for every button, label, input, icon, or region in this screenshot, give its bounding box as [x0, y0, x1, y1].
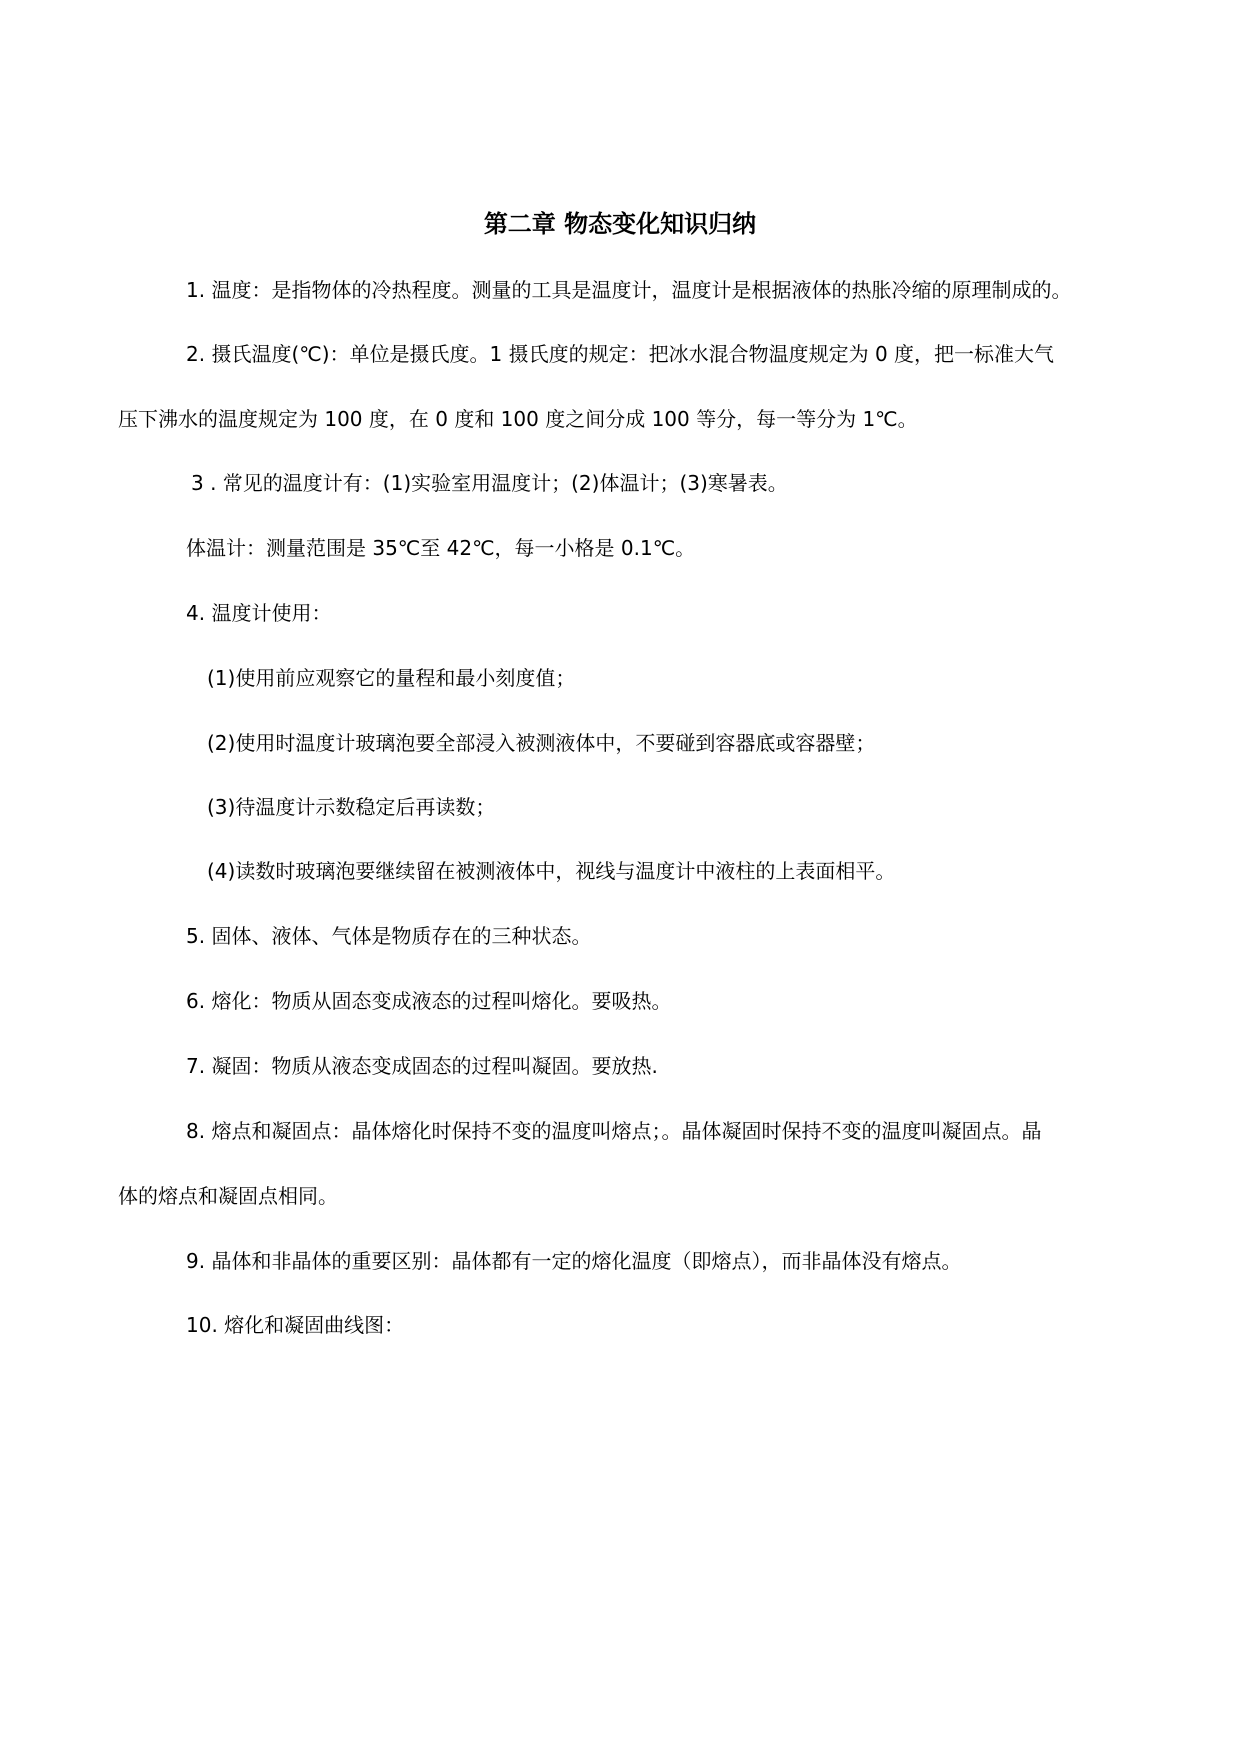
paragraph-line: 7. 凝固：物质从液态变成固态的过程叫凝固。要放热. [186, 1054, 658, 1078]
paragraph-line: 10. 熔化和凝固曲线图： [186, 1313, 405, 1337]
paragraph-line: 8. 熔点和凝固点：晶体熔化时保持不变的温度叫熔点；。晶体凝固时保持不变的温度叫凝固点。晶 [186, 1119, 1042, 1143]
paragraph-line: 3 . 常见的温度计有：(1)实验室用温度计；(2)体温计；(3)寒暑表。 [191, 471, 788, 495]
paragraph-line: 1. 温度：是指物体的冷热程度。测量的工具是温度计，温度计是根据液体的热胀冷缩的原理制成的。 [186, 278, 1072, 302]
list-item: (2)使用时温度计玻璃泡要全部浸入被测液体中，不要碰到容器底或容器壁； [207, 731, 876, 755]
list-item: (4)读数时玻璃泡要继续留在被测液体中，视线与温度计中液柱的上表面相平。 [207, 859, 896, 883]
paragraph-line: 6. 熔化：物质从固态变成液态的过程叫熔化。要吸热。 [186, 989, 672, 1013]
paragraph-line: 压下沸水的温度规定为 100 度，在 0 度和 100 度之间分成 100 等分，每一等分为 1℃。 [118, 407, 918, 431]
paragraph-line: 5. 固体、液体、气体是物质存在的三种状态。 [186, 924, 592, 948]
paragraph-line: 9. 晶体和非晶体的重要区别：晶体都有一定的熔化温度（即熔点），而非晶体没有熔点。 [186, 1249, 962, 1273]
paragraph-line: 4. 温度计使用： [186, 601, 332, 625]
list-item: (1)使用前应观察它的量程和最小刻度值； [207, 666, 576, 690]
page-title: 第二章 物态变化知识归纳 [483, 210, 757, 238]
paragraph-line: 2. 摄氏温度(℃)：单位是摄氏度。1 摄氏度的规定：把冰水混合物温度规定为 0 度，把一标准大气 [186, 342, 1055, 366]
paragraph-line: 体的熔点和凝固点相同。 [118, 1184, 338, 1208]
paragraph-line: 体温计：测量范围是 35℃至 42℃，每一小格是 0.1℃。 [186, 536, 696, 560]
list-item: (3)待温度计示数稳定后再读数； [207, 795, 496, 819]
